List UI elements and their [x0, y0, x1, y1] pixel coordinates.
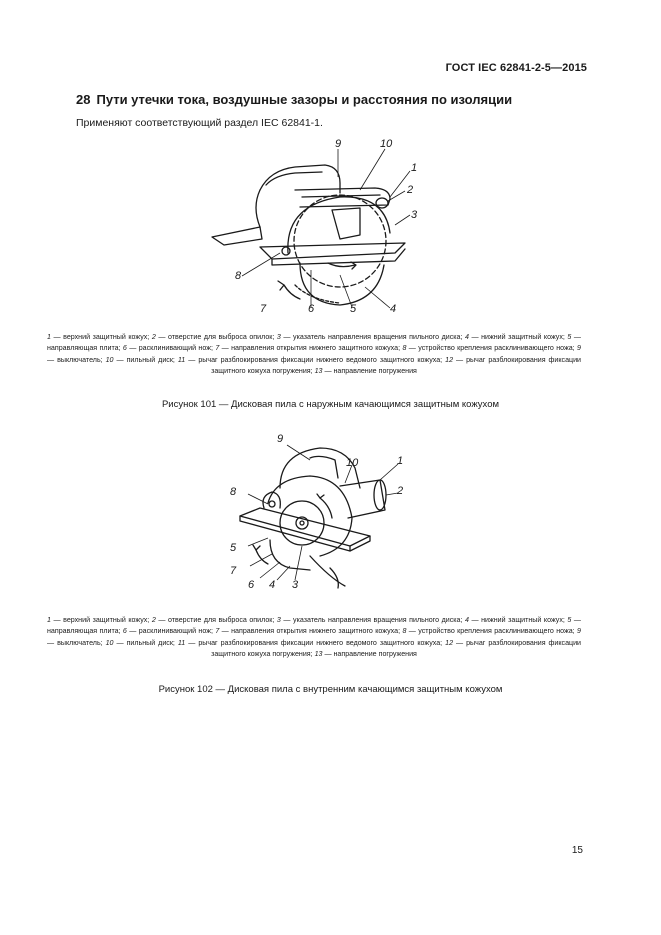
- legend-item: 11 — рычаг разблокирования фиксации нижнего ведомого защитного кожуха;: [177, 355, 446, 364]
- legend-item: 1 — верхний защитный кожух;: [47, 616, 152, 624]
- figure-101-caption: Рисунок 101 — Дисковая пила с наружным качающимся защитным кожухом: [161, 399, 500, 410]
- fig102-callout-8: 8: [230, 486, 237, 498]
- legend-item: 8 — устройство крепления расклинивающего ножа;: [402, 627, 578, 636]
- section-heading: [76, 92, 512, 107]
- legend-item: 9 — выключатель;: [47, 627, 581, 647]
- fig101-callout-5: 5: [350, 303, 357, 315]
- fig101-callout-7: 7: [260, 303, 267, 315]
- section-title-text: Пути утечки тока, воздушные зазоры и расстояния по изоляции: [96, 92, 513, 107]
- legend-item: 4 — нижний защитный кожух;: [464, 333, 568, 341]
- fig102-callout-6: 6: [248, 579, 255, 591]
- legend-item: 8 — устройство крепления расклинивающего ножа;: [402, 344, 578, 353]
- legend-item: 7 — направления открытия нижнего защитного кожуха;: [215, 344, 403, 353]
- standard-header: ГОСТ IEC 62841-2-5—2015: [445, 62, 587, 74]
- fig102-callout-10: 10: [346, 457, 359, 469]
- legend-item: 9 — выключатель;: [47, 344, 581, 364]
- fig102-callout-1: 1: [397, 455, 404, 467]
- figure-101-drawing: [200, 135, 430, 320]
- legend-item: 4 — нижний защитный кожух;: [464, 616, 568, 624]
- legend-item: 6 — расклинивающий нож;: [122, 627, 216, 636]
- fig101-callout-6: 6: [308, 303, 315, 315]
- legend-item: 13 — направление погружения: [314, 367, 417, 376]
- fig101-callout-9: 9: [335, 138, 342, 150]
- figure-102-drawing: [220, 428, 420, 593]
- legend-item: 11 — рычаг разблокирования фиксации нижнего ведомого защитного кожуха;: [177, 638, 446, 647]
- legend-item: 7 — направления открытия нижнего защитного кожуха;: [215, 627, 403, 636]
- fig102-callout-4: 4: [269, 579, 276, 591]
- legend-item: 5 — направляющая плита;: [47, 616, 581, 636]
- legend-item: 12 — рычаг разблокирования фиксации защитного кожуха погружения;: [211, 638, 582, 659]
- legend-item: 5 — направляющая плита;: [47, 333, 581, 353]
- legend-item: 3 — указатель направления вращения пильного диска;: [276, 616, 465, 624]
- figure-101-legend: [47, 332, 581, 378]
- fig102-callout-3: 3: [292, 579, 299, 591]
- legend-item: 12 — рычаг разблокирования фиксации защитного кожуха погружения;: [211, 355, 582, 376]
- legend-item: 13 — направление погружения: [314, 650, 417, 659]
- fig102-callout-7: 7: [230, 565, 237, 577]
- fig101-callout-1: 1: [411, 162, 418, 174]
- legend-item: 10 — пильный диск;: [105, 638, 178, 647]
- section-body-text: Применяют соответствующий раздел IEC 62841-1.: [76, 117, 323, 129]
- figure-102-caption: Рисунок 102 — Дисковая пила с внутренним качающимся защитным кожухом: [158, 684, 503, 695]
- fig101-callout-10: 10: [380, 138, 393, 150]
- fig101-callout-4: 4: [390, 303, 397, 315]
- fig101-callout-8: 8: [235, 270, 242, 282]
- fig102-callout-9: 9: [277, 433, 284, 445]
- fig101-callout-3: 3: [411, 209, 418, 221]
- legend-item: 6 — расклинивающий нож;: [122, 344, 216, 353]
- legend-item: 2 — отверстие для выброса опилок;: [151, 333, 277, 341]
- figure-102-legend: [47, 615, 581, 661]
- fig102-callout-5: 5: [230, 542, 237, 554]
- page-number: 15: [571, 845, 583, 856]
- fig101-callout-2: 2: [407, 184, 414, 196]
- legend-item: 10 — пильный диск;: [105, 355, 178, 364]
- legend-item: 3 — указатель направления вращения пильного диска;: [276, 333, 465, 341]
- section-number: 28: [76, 92, 91, 107]
- legend-item: 2 — отверстие для выброса опилок;: [151, 616, 277, 624]
- fig102-callout-2: 2: [397, 485, 404, 497]
- legend-item: 1 — верхний защитный кожух;: [47, 333, 152, 341]
